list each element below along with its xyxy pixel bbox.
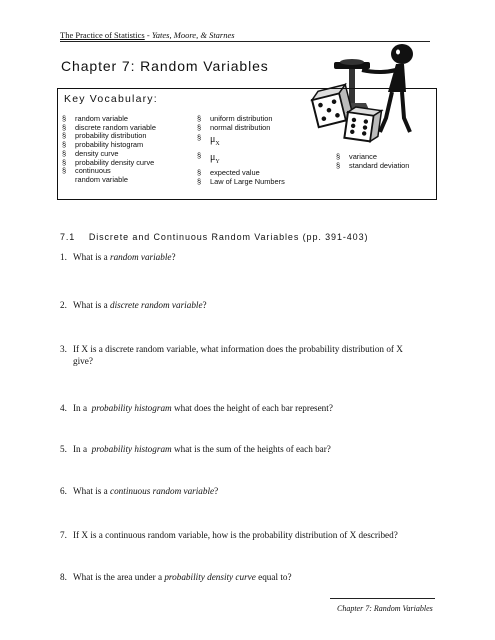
question-2: 2. What is a discrete random variable? [60, 300, 207, 310]
mu-y-symbol: $\mu_Y$ [210, 152, 220, 166]
vocab-item: § discrete random variable [62, 122, 156, 132]
question-6: 6. What is a continuous random variable? [60, 486, 219, 496]
vocab-item: § random variable [62, 114, 128, 123]
vocab-column-3 [336, 153, 439, 170]
vocab-item: § probability histogram [62, 140, 144, 150]
footer-text: Chapter 7: Random Variables [337, 604, 433, 613]
question-5: 5. In a probability histogram what is the sum of the heights of each bar? [60, 444, 331, 454]
vocab-column-2 [197, 115, 320, 187]
header-separator: - [146, 30, 152, 40]
vocab-item: § probability distribution [62, 131, 147, 141]
vocab-column-1 [62, 115, 175, 185]
question-3: 3. If X is a discrete random variable, what information does the probability distribution of X give? [60, 344, 403, 366]
section-heading: 7.1 Discrete and Continuous Random Variables (pp. 391-403) [60, 232, 369, 242]
question-8: 8. What is the area under a probability density curve equal to? [60, 572, 292, 582]
vocab-item: § $\mu_X$ [197, 134, 320, 150]
vocab-item: § standard deviation [336, 160, 410, 170]
book-authors: Yates, Moore, & Starnes [151, 30, 235, 40]
question-1: 1. What is a random variable? [60, 252, 176, 262]
vocab-item: § density curve [62, 148, 119, 158]
mu-x-symbol: $\mu_X$ [210, 134, 220, 148]
running-header [60, 30, 235, 40]
vocab-item: § continuous random variable [62, 166, 128, 184]
vocab-item: § uniform distribution [197, 114, 273, 123]
footer-rule [330, 598, 435, 599]
vocab-item: § $\mu_Y$ [197, 152, 320, 168]
vocab-item: § probability density curve [62, 157, 155, 167]
question-7: 7. If X is a continuous random variable, how is the probability distribution of X described? [60, 530, 398, 540]
vocab-item: § variance [336, 152, 377, 161]
vocab-item: § Law of Large Numbers [197, 177, 285, 187]
book-title: The Practice of Statistics [60, 30, 145, 40]
chapter-title: Chapter 7: Random Variables [61, 58, 269, 74]
vocab-item: § expected value [197, 168, 260, 178]
vocab-item: § normal distribution [197, 122, 271, 132]
vocabulary-heading: Key Vocabulary: [64, 93, 158, 105]
question-4: 4. In a probability histogram what does the height of each bar represent? [60, 403, 333, 413]
